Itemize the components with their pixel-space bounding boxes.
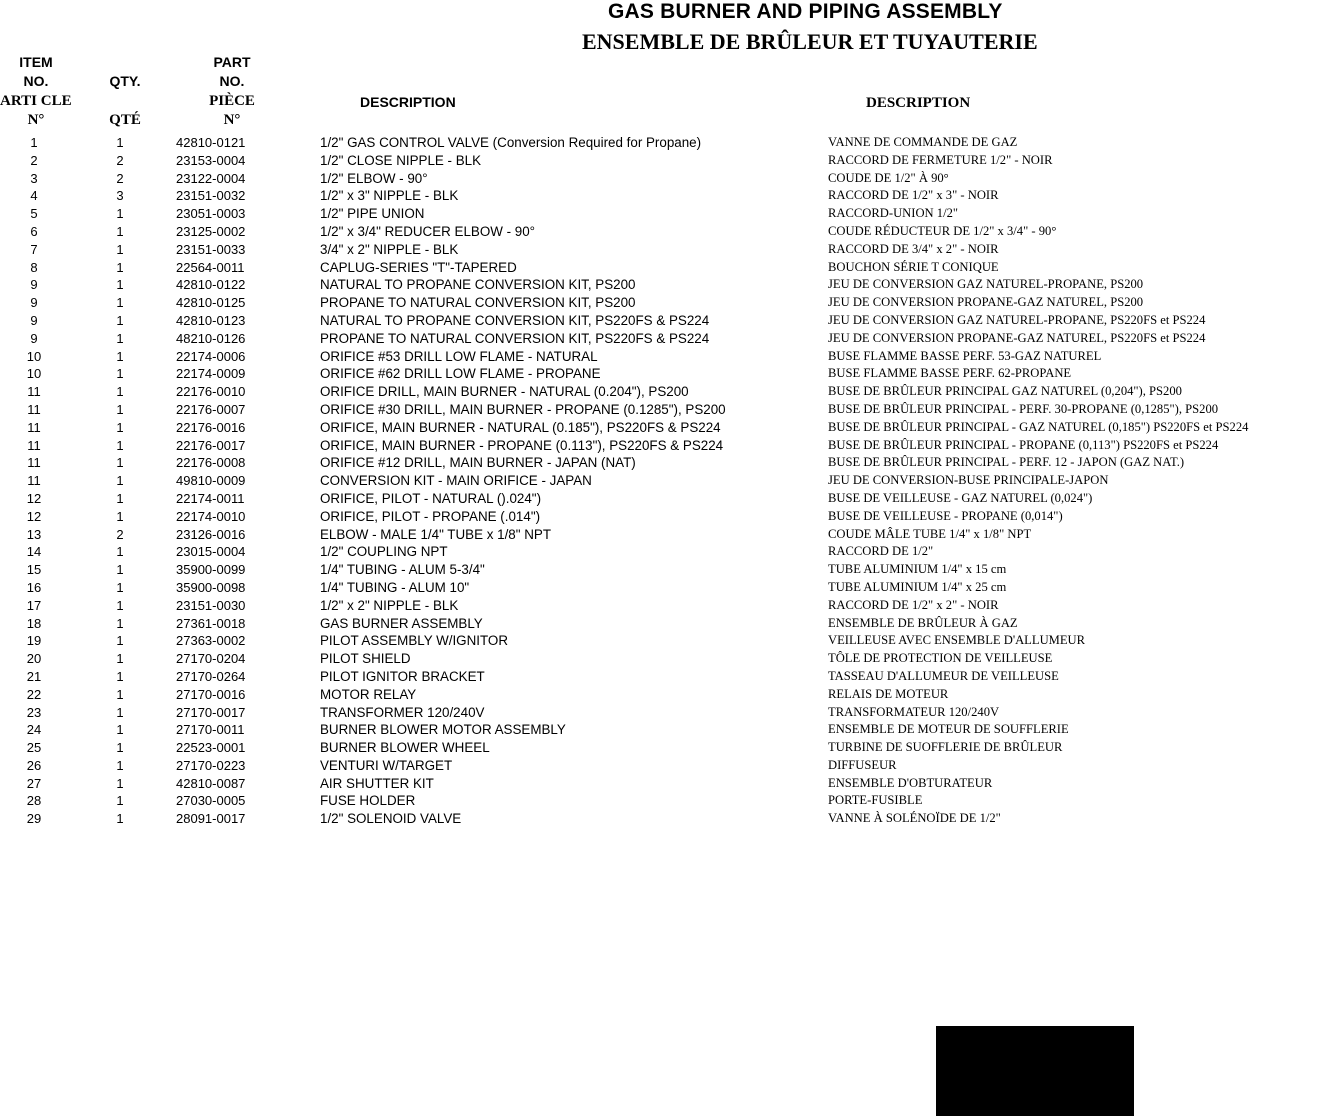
- description-en: PROPANE TO NATURAL CONVERSION KIT, PS220FS & PS224: [320, 330, 710, 346]
- table-row: [0, 205, 1336, 223]
- quantity: 1: [116, 455, 124, 471]
- item-number: 16: [26, 579, 42, 595]
- item-number: 3: [30, 170, 38, 186]
- quantity: 1: [116, 295, 124, 311]
- quantity: 1: [116, 241, 124, 257]
- table-row: [0, 757, 1336, 775]
- item-number: 9: [30, 295, 38, 311]
- part-number: 22174-0006: [176, 348, 246, 364]
- item-number: 10: [26, 366, 42, 382]
- description-fr: RACCORD-UNION 1/2": [828, 206, 959, 221]
- part-number: 23122-0004: [176, 170, 246, 186]
- item-number: 9: [30, 312, 38, 328]
- part-number: 22176-0017: [176, 437, 246, 453]
- quantity: 1: [116, 704, 124, 720]
- description-en: 1/2" x 2" NIPPLE - BLK: [320, 597, 459, 613]
- item-number: 11: [27, 455, 41, 471]
- item-number: 23: [26, 704, 42, 720]
- table-row: [0, 686, 1336, 704]
- part-number: 42810-0121: [176, 135, 246, 150]
- header-item-fr-1: ARTI CLE: [0, 93, 72, 109]
- description-fr: BUSE FLAMME BASSE PERF. 53-GAZ NATUREL: [828, 348, 1102, 363]
- description-en: CONVERSION KIT - MAIN ORIFICE - JAPAN: [320, 473, 592, 489]
- item-number: 9: [30, 277, 38, 293]
- table-row: [0, 170, 1336, 188]
- item-number: 15: [26, 562, 42, 578]
- item-number: 21: [26, 668, 42, 684]
- header-part-fr-2: N°: [223, 112, 241, 128]
- item-number: 13: [26, 526, 42, 542]
- part-number: 23151-0033: [176, 241, 246, 257]
- item-number: 11: [27, 419, 41, 435]
- description-en: BURNER BLOWER MOTOR ASSEMBLY: [320, 722, 566, 738]
- quantity: 2: [116, 170, 124, 186]
- description-fr: TUBE ALUMINIUM 1/4" x 15 cm: [828, 562, 1007, 577]
- table-row: [0, 615, 1336, 633]
- black-rectangle: [936, 1026, 1134, 1116]
- part-number: 23151-0030: [176, 597, 246, 613]
- part-number: 35900-0099: [176, 562, 246, 578]
- description-fr: RACCORD DE 1/2": [828, 544, 934, 559]
- description-fr: RACCORD DE 3/4" x 2" - NOIR: [828, 241, 999, 256]
- header-part-en-1: PART: [213, 54, 251, 70]
- description-en: ORIFICE DRILL, MAIN BURNER - NATURAL (0.204"), PS200: [320, 384, 689, 400]
- quantity: 1: [116, 348, 124, 364]
- part-number: 27170-0223: [176, 757, 246, 773]
- table-row: [0, 276, 1336, 294]
- description-en: VENTURI W/TARGET: [320, 757, 453, 773]
- quantity: 1: [116, 401, 124, 417]
- description-fr: COUDE MÂLE TUBE 1/4" x 1/8" NPT: [828, 526, 1032, 541]
- description-fr: PORTE-FUSIBLE: [828, 793, 923, 808]
- part-number: 22174-0010: [176, 508, 246, 524]
- description-en: PROPANE TO NATURAL CONVERSION KIT, PS200: [320, 295, 636, 311]
- item-number: 29: [26, 811, 42, 827]
- quantity: 1: [116, 384, 124, 400]
- table-row: [0, 187, 1336, 205]
- item-number: 4: [30, 188, 38, 204]
- description-fr: JEU DE CONVERSION GAZ NATUREL-PROPANE, PS220FS et PS224: [828, 312, 1206, 327]
- table-row: [0, 650, 1336, 668]
- part-number: 48210-0126: [176, 330, 246, 346]
- description-en: NATURAL TO PROPANE CONVERSION KIT, PS200: [320, 277, 636, 293]
- part-number: 23126-0016: [176, 526, 246, 542]
- table-row: [0, 294, 1336, 312]
- table-row: [0, 241, 1336, 259]
- table-row: [0, 401, 1336, 419]
- part-number: 27170-0264: [176, 668, 246, 684]
- description-fr: TRANSFORMATEUR 120/240V: [828, 704, 1000, 719]
- description-en: 1/2" SOLENOID VALVE: [320, 811, 462, 827]
- part-number: 22523-0001: [176, 740, 246, 756]
- quantity: 1: [116, 277, 124, 293]
- quantity: 1: [116, 633, 124, 649]
- table-row: [0, 259, 1336, 277]
- parts-table: [0, 134, 1336, 828]
- description-en: 1/4" TUBING - ALUM 5-3/4": [320, 562, 485, 578]
- description-en: 1/2" x 3" NIPPLE - BLK: [320, 188, 459, 204]
- quantity: 1: [116, 740, 124, 756]
- quantity: 1: [116, 206, 124, 222]
- part-number: 23015-0004: [176, 544, 246, 560]
- table-row: [0, 437, 1336, 455]
- table-row: [0, 312, 1336, 330]
- description-fr: BUSE DE BRÛLEUR PRINCIPAL - PERF. 30-PROPANE (0,1285"), PS200: [828, 401, 1219, 416]
- item-number: 11: [27, 384, 41, 400]
- part-number: 35900-0098: [176, 579, 246, 595]
- description-en: 1/2" GAS CONTROL VALVE (Conversion Required for Propane): [320, 135, 702, 150]
- part-number: 22176-0008: [176, 455, 246, 471]
- item-number: 11: [27, 437, 41, 453]
- description-fr: RELAIS DE MOTEUR: [828, 686, 949, 701]
- description-fr: ENSEMBLE DE BRÛLEUR À GAZ: [828, 615, 1018, 630]
- header-description-en: DESCRIPTION: [360, 94, 456, 110]
- description-fr: ENSEMBLE D'OBTURATEUR: [828, 775, 993, 790]
- part-number: 27170-0017: [176, 704, 246, 720]
- description-fr: RACCORD DE FERMETURE 1/2" - NOIR: [828, 152, 1053, 167]
- item-number: 2: [30, 152, 38, 168]
- description-fr: BUSE DE VEILLEUSE - GAZ NATUREL (0,024"): [828, 490, 1093, 505]
- item-number: 1: [30, 135, 38, 150]
- description-en: BURNER BLOWER WHEEL: [320, 740, 490, 756]
- quantity: 1: [116, 757, 124, 773]
- description-en: ORIFICE, MAIN BURNER - NATURAL (0.185"), PS220FS & PS224: [320, 419, 721, 435]
- item-number: 11: [27, 401, 41, 417]
- quantity: 2: [116, 152, 124, 168]
- item-number: 18: [26, 615, 42, 631]
- description-en: PILOT IGNITOR BRACKET: [320, 668, 485, 684]
- part-number: 23125-0002: [176, 223, 246, 239]
- description-fr: BUSE DE BRÛLEUR PRINCIPAL - PERF. 12 - JAPON (GAZ NAT.): [828, 455, 1185, 470]
- description-en: AIR SHUTTER KIT: [320, 775, 434, 791]
- description-en: ORIFICE #30 DRILL, MAIN BURNER - PROPANE (0.1285"), PS200: [320, 401, 726, 417]
- item-number: 8: [30, 259, 38, 275]
- table-row: [0, 348, 1336, 366]
- part-number: 27170-0016: [176, 686, 246, 702]
- part-number: 22564-0011: [176, 259, 245, 275]
- quantity: 1: [116, 775, 124, 791]
- description-en: 3/4" x 2" NIPPLE - BLK: [320, 241, 459, 257]
- description-en: ORIFICE, PILOT - NATURAL ().024"): [320, 490, 542, 506]
- part-number: 28091-0017: [176, 811, 246, 827]
- description-fr: DIFFUSEUR: [828, 757, 897, 772]
- quantity: 1: [116, 793, 124, 809]
- part-number: 23151-0032: [176, 188, 246, 204]
- description-fr: JEU DE CONVERSION PROPANE-GAZ NATUREL, PS220FS et PS224: [828, 330, 1206, 345]
- item-number: 10: [26, 348, 42, 364]
- item-number: 11: [27, 473, 41, 489]
- description-en: 1/4" TUBING - ALUM 10": [320, 579, 470, 595]
- item-number: 12: [26, 508, 42, 524]
- item-number: 5: [30, 206, 38, 222]
- description-en: 1/2" COUPLING NPT: [320, 544, 448, 560]
- quantity: 1: [116, 544, 124, 560]
- part-number: 22176-0007: [176, 401, 246, 417]
- header-part-fr-1: PIÈCE: [209, 93, 255, 109]
- description-en: 1/2" x 3/4" REDUCER ELBOW - 90°: [320, 223, 536, 239]
- quantity: 1: [116, 437, 124, 453]
- part-number: 27361-0018: [176, 615, 246, 631]
- description-fr: COUDE DE 1/2" À 90°: [828, 170, 949, 185]
- quantity: 1: [116, 330, 124, 346]
- quantity: 1: [116, 490, 124, 506]
- part-number: 23153-0004: [176, 152, 246, 168]
- description-fr: BUSE DE BRÛLEUR PRINCIPAL - PROPANE (0,113") PS220FS et PS224: [828, 437, 1219, 452]
- quantity: 1: [116, 651, 124, 667]
- header-item-en-1: ITEM: [19, 54, 53, 70]
- table-row: [0, 721, 1336, 739]
- item-number: 24: [26, 722, 42, 738]
- header-qty-fr: QTÉ: [109, 112, 141, 128]
- description-fr: TUBE ALUMINIUM 1/4" x 25 cm: [828, 579, 1007, 594]
- quantity: 1: [116, 562, 124, 578]
- description-en: PILOT ASSEMBLY W/IGNITOR: [320, 633, 509, 649]
- quantity: 1: [116, 722, 124, 738]
- table-row: [0, 490, 1336, 508]
- table-row: [0, 330, 1336, 348]
- header-description-fr: DESCRIPTION: [866, 95, 971, 111]
- part-number: 49810-0009: [176, 473, 246, 489]
- table-row: [0, 365, 1336, 383]
- table-row: [0, 810, 1336, 828]
- quantity: 1: [116, 366, 124, 382]
- item-number: 22: [26, 686, 42, 702]
- item-number: 6: [30, 223, 38, 239]
- table-row: [0, 472, 1336, 490]
- table-row: [0, 526, 1336, 544]
- quantity: 1: [116, 508, 124, 524]
- item-number: 25: [26, 740, 42, 756]
- item-number: 20: [26, 651, 42, 667]
- item-number: 14: [26, 544, 42, 560]
- page-title-english: GAS BURNER AND PIPING ASSEMBLY: [608, 0, 1003, 23]
- part-number: 22176-0016: [176, 419, 246, 435]
- part-number: 22174-0009: [176, 366, 246, 382]
- description-fr: RACCORD DE 1/2" x 3" - NOIR: [828, 188, 999, 203]
- quantity: 1: [116, 668, 124, 684]
- table-row: [0, 419, 1336, 437]
- quantity: 1: [116, 579, 124, 595]
- description-en: ELBOW - MALE 1/4" TUBE x 1/8" NPT: [320, 526, 552, 542]
- description-en: ORIFICE #53 DRILL LOW FLAME - NATURAL: [320, 348, 598, 364]
- description-en: 1/2" CLOSE NIPPLE - BLK: [320, 152, 482, 168]
- item-number: 27: [26, 775, 42, 791]
- item-number: 17: [26, 597, 42, 613]
- header-item-en-2: NO.: [23, 73, 49, 89]
- description-en: GAS BURNER ASSEMBLY: [320, 615, 483, 631]
- part-number: 42810-0125: [176, 295, 246, 311]
- quantity: 1: [116, 312, 124, 328]
- part-number: 27030-0005: [176, 793, 246, 809]
- part-number: 27170-0011: [176, 722, 245, 738]
- quantity: 1: [116, 686, 124, 702]
- quantity: 1: [116, 597, 124, 613]
- item-number: 26: [26, 757, 42, 773]
- table-row: [0, 383, 1336, 401]
- quantity: 1: [116, 811, 124, 827]
- table-row: [0, 543, 1336, 561]
- table-row: [0, 792, 1336, 810]
- description-en: CAPLUG-SERIES "T"-TAPERED: [320, 259, 517, 275]
- description-fr: VANNE À SOLÉNOÏDE DE 1/2": [828, 811, 1001, 826]
- part-number: 42810-0122: [176, 277, 246, 293]
- item-number: 19: [26, 633, 42, 649]
- description-en: ORIFICE #12 DRILL, MAIN BURNER - JAPAN (NAT): [320, 455, 636, 471]
- description-en: 1/2" ELBOW - 90°: [320, 170, 428, 186]
- quantity: 1: [116, 615, 124, 631]
- description-fr: BUSE FLAMME BASSE PERF. 62-PROPANE: [828, 366, 1072, 381]
- part-number: 22176-0010: [176, 384, 246, 400]
- table-row: [0, 223, 1336, 241]
- header-part-en-2: NO.: [219, 73, 245, 89]
- table-row: [0, 597, 1336, 615]
- description-en: ORIFICE #62 DRILL LOW FLAME - PROPANE: [320, 366, 601, 382]
- part-number: 42810-0087: [176, 775, 246, 791]
- description-en: ORIFICE, MAIN BURNER - PROPANE (0.113"), PS220FS & PS224: [320, 437, 724, 453]
- description-fr: BOUCHON SÉRIE T CONIQUE: [828, 259, 999, 274]
- page-title-french: ENSEMBLE DE BRÛLEUR ET TUYAUTERIE: [582, 29, 1038, 54]
- header-item-fr-2: N°: [27, 112, 45, 128]
- description-en: NATURAL TO PROPANE CONVERSION KIT, PS220FS & PS224: [320, 312, 710, 328]
- description-fr: VEILLEUSE AVEC ENSEMBLE D'ALLUMEUR: [828, 633, 1086, 648]
- quantity: 1: [116, 259, 124, 275]
- item-number: 9: [30, 330, 38, 346]
- quantity: 3: [116, 188, 124, 204]
- table-row: [0, 152, 1336, 170]
- description-en: FUSE HOLDER: [320, 793, 416, 809]
- part-number: 27363-0002: [176, 633, 246, 649]
- description-fr: TURBINE DE SUOFFLERIE DE BRÛLEUR: [828, 740, 1063, 755]
- description-en: MOTOR RELAY: [320, 686, 417, 702]
- description-fr: ENSEMBLE DE MOTEUR DE SOUFFLERIE: [828, 722, 1069, 737]
- description-fr: BUSE DE BRÛLEUR PRINCIPAL GAZ NATUREL (0,204"), PS200: [828, 384, 1182, 399]
- table-row: [0, 561, 1336, 579]
- quantity: 1: [116, 473, 124, 489]
- table-row: [0, 579, 1336, 597]
- table-row: [0, 775, 1336, 793]
- table-row: [0, 134, 1336, 152]
- description-fr: TASSEAU D'ALLUMEUR DE VEILLEUSE: [828, 668, 1059, 683]
- description-fr: COUDE RÉDUCTEUR DE 1/2" x 3/4" - 90°: [828, 223, 1057, 238]
- item-number: 7: [30, 241, 38, 257]
- table-row: [0, 454, 1336, 472]
- description-en: ORIFICE, PILOT - PROPANE (.014"): [320, 508, 541, 524]
- description-fr: TÔLE DE PROTECTION DE VEILLEUSE: [828, 651, 1053, 666]
- part-number: 23051-0003: [176, 206, 246, 222]
- table-row: [0, 508, 1336, 526]
- description-fr: JEU DE CONVERSION GAZ NATUREL-PROPANE, PS200: [828, 277, 1144, 292]
- table-row: [0, 704, 1336, 722]
- description-fr: RACCORD DE 1/2" x 2" - NOIR: [828, 597, 999, 612]
- table-row: [0, 668, 1336, 686]
- description-fr: VANNE DE COMMANDE DE GAZ: [828, 135, 1018, 149]
- item-number: 28: [26, 793, 42, 809]
- part-number: 22174-0011: [176, 490, 245, 506]
- table-row: [0, 739, 1336, 757]
- description-fr: JEU DE CONVERSION PROPANE-GAZ NATUREL, PS200: [828, 295, 1144, 310]
- table-row: [0, 632, 1336, 650]
- quantity: 1: [116, 135, 124, 150]
- description-en: PILOT SHIELD: [320, 651, 411, 667]
- description-en: 1/2" PIPE UNION: [320, 206, 425, 222]
- description-fr: BUSE DE VEILLEUSE - PROPANE (0,014"): [828, 508, 1063, 523]
- quantity: 2: [116, 526, 124, 542]
- quantity: 1: [116, 419, 124, 435]
- part-number: 42810-0123: [176, 312, 246, 328]
- item-number: 12: [26, 490, 42, 506]
- header-qty-en: QTY.: [109, 73, 141, 89]
- description-en: TRANSFORMER 120/240V: [320, 704, 485, 720]
- part-number: 27170-0204: [176, 651, 246, 667]
- description-fr: JEU DE CONVERSION-BUSE PRINCIPALE-JAPON: [828, 473, 1109, 488]
- description-fr: BUSE DE BRÛLEUR PRINCIPAL - GAZ NATUREL (0,185") PS220FS et PS224: [828, 419, 1249, 434]
- quantity: 1: [116, 223, 124, 239]
